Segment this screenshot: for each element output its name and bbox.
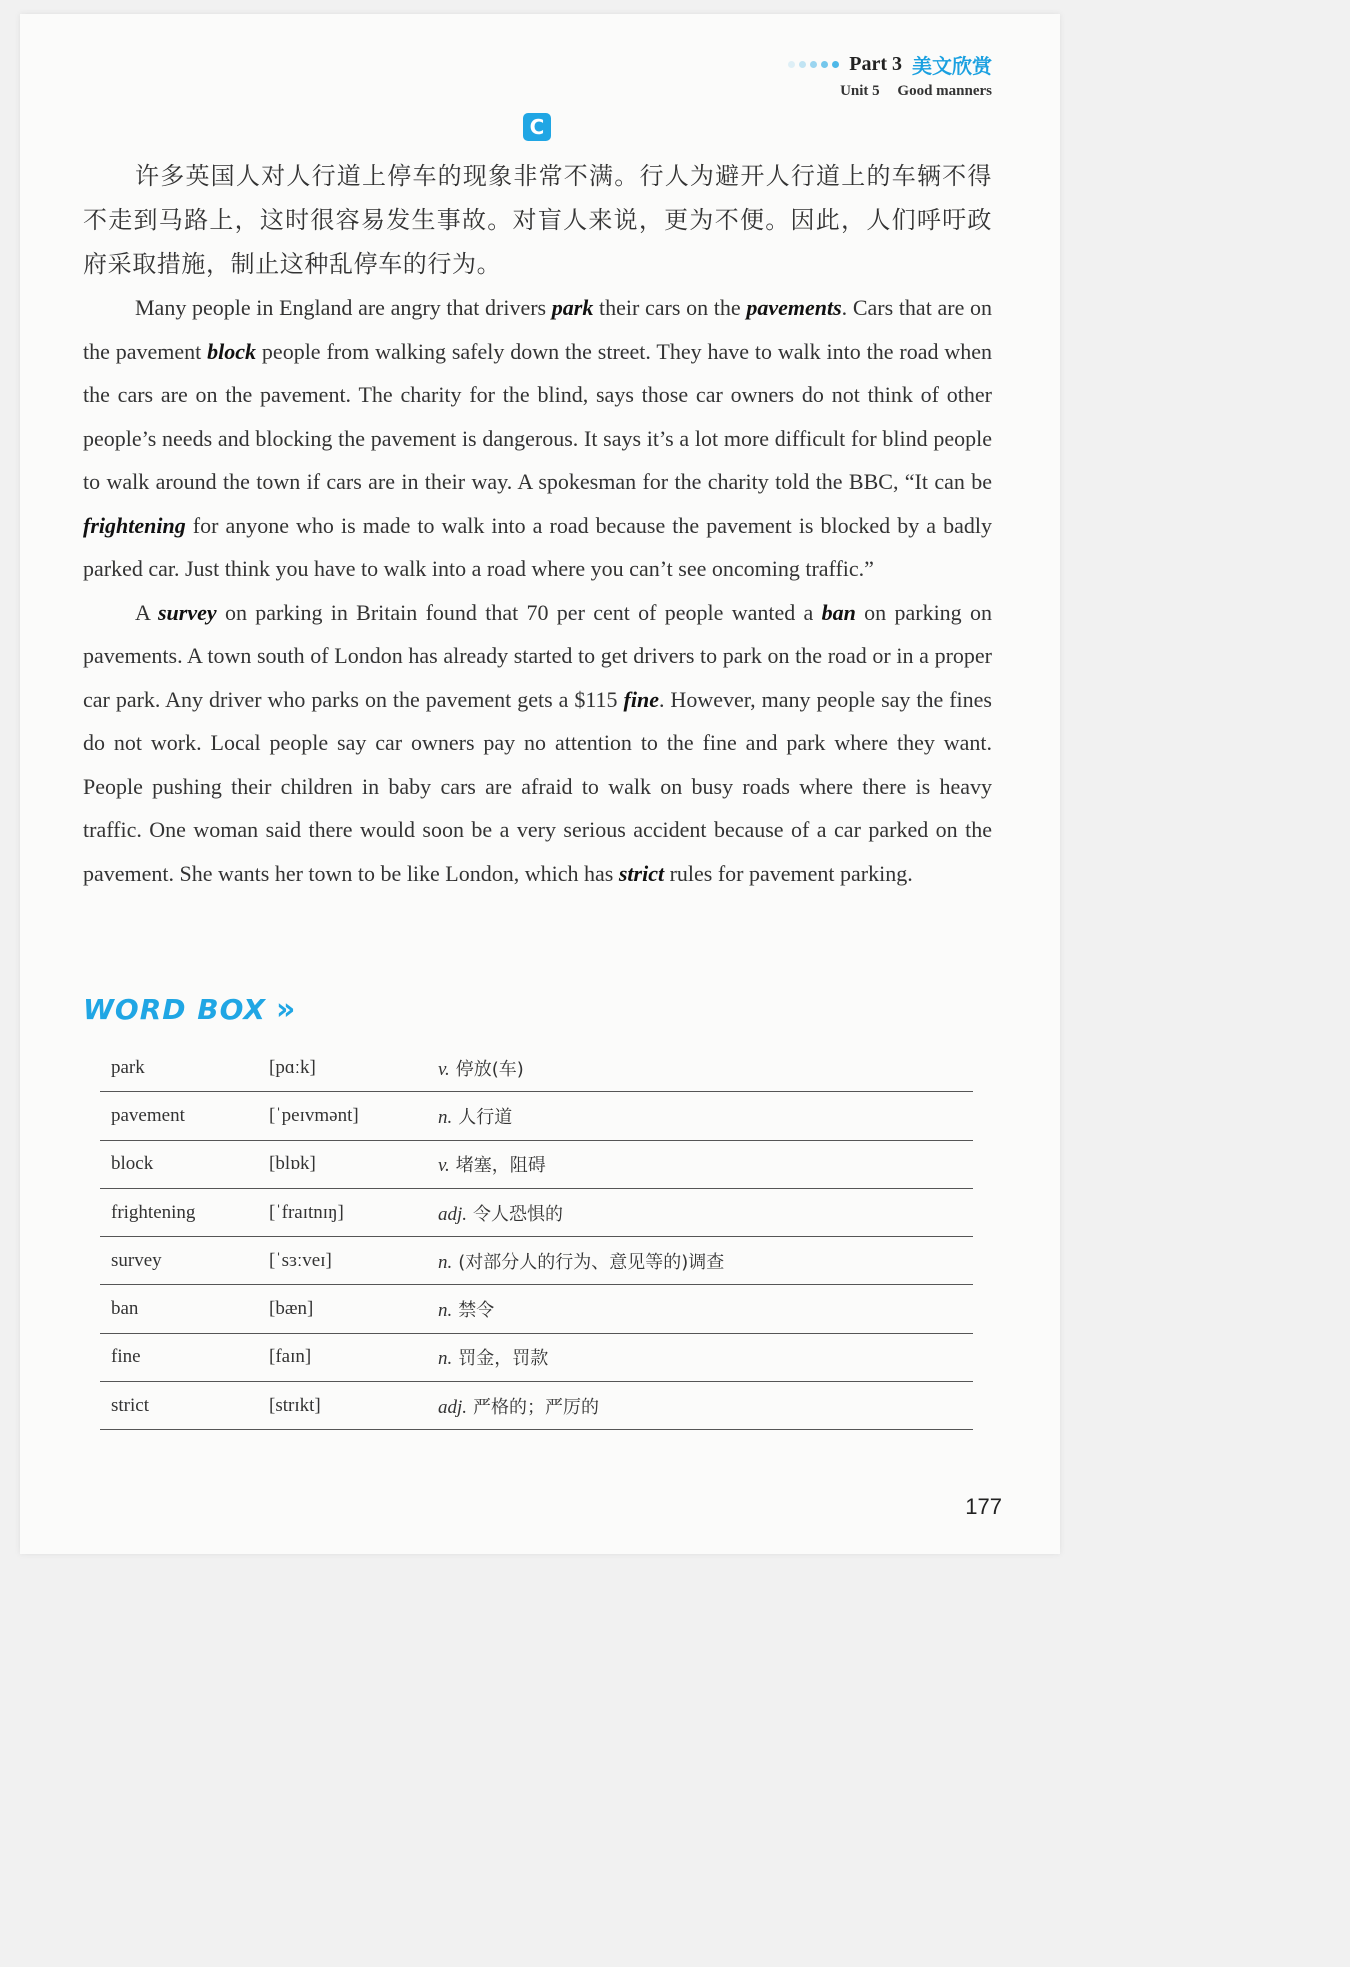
vocab-phonetic: [strɪkt] [269, 1394, 321, 1416]
vocab-word: frightening [111, 1201, 196, 1223]
textbook-page [20, 14, 1060, 1554]
text-run: for anyone who is made to walk into a road because the pavement is blocked by a badly parked car. Just think you have to walk into a road where you can’t see oncoming traffic.” [83, 512, 992, 581]
vocab-meaning: (对部分人的行为、意见等的)调查 [458, 1251, 725, 1273]
part-title-cn: 美文欣赏 [912, 54, 992, 78]
vocab-definition [438, 1200, 973, 1226]
vocab-word: park [111, 1056, 145, 1078]
vocab-phonetic: [pɑːk] [269, 1056, 316, 1078]
chinese-summary-paragraph: 许多英国人对人行道上停车的现象非常不满。行人为避开人行道上的车辆不得不走到马路上，这时很容易发生事故。对盲人来说，更为不便。因此，人们呼吁政府采取措施，制止这种乱停车的行为。 [83, 162, 992, 278]
vocab-phonetic: [blɒk] [269, 1153, 316, 1175]
vocab-definition [438, 1055, 973, 1081]
word-box-title: WORD BOX [83, 993, 266, 1026]
page-number: 177 [965, 1494, 1002, 1519]
vocab-word: fine [111, 1346, 141, 1368]
part-label: Part 3 [849, 53, 902, 75]
part-of-speech: n. [438, 1251, 453, 1273]
vocab-definition [438, 1296, 973, 1322]
vocab-meaning: 严格的；严厉的 [473, 1396, 600, 1418]
vocab-meaning: 令人恐惧的 [473, 1203, 564, 1225]
vocab-phonetic: [ˈpeɪvmənt] [269, 1104, 359, 1126]
vocab-phonetic: [ˈsɜːveɪ] [269, 1249, 332, 1271]
vocab-meaning: 罚金，罚款 [458, 1348, 549, 1370]
vocab-phonetic: [bæn] [269, 1298, 314, 1320]
table-row [100, 1189, 973, 1237]
table-row [100, 1141, 973, 1189]
part-of-speech: n. [438, 1106, 453, 1128]
keyword: park [551, 295, 594, 320]
keyword: survey [157, 599, 217, 625]
text-run: A [135, 599, 158, 625]
vocab-phonetic: [faɪn] [269, 1346, 312, 1368]
keyword: frightening [83, 512, 186, 538]
text-run: on parking in Britain found that 70 per cent of people wanted a [216, 599, 822, 625]
double-chevron-right-icon: » [275, 992, 297, 1027]
vocab-meaning: 停放(车) [455, 1058, 524, 1080]
vocab-word: strict [111, 1394, 149, 1416]
text-run: their cars on the [593, 295, 747, 320]
part-of-speech: n. [438, 1348, 453, 1370]
text-run: people from walking safely down the street. They have to walk into the road when the cars are on the pavement. The charity for the blind, says those car owners do not think of other people’s needs and blocking the pavement is dangerous. It says it’s a lot more difficult for blind people to walk around the town if cars are in their way. A spokesman for the charity told the BBC, “It can be [83, 338, 992, 494]
keyword: ban [821, 599, 856, 625]
article-body [83, 154, 992, 895]
table-row [100, 1044, 973, 1092]
table-row [100, 1092, 973, 1140]
vocab-word: pavement [111, 1104, 185, 1126]
text-run: rules for pavement parking. [664, 860, 913, 886]
text-run: on parking on pavements. A town south of London has already started to get drivers to park on the road or in a proper car park. Any driver who parks on the pavement gets a $115 [83, 599, 992, 712]
keyword: pavements [746, 295, 842, 320]
vocab-word: block [111, 1153, 154, 1175]
text-run: Many people in England are angry that drivers [135, 295, 552, 320]
header-part-line [788, 50, 992, 79]
section-badge: C [523, 113, 551, 141]
vocab-definition [438, 1344, 973, 1370]
english-paragraph-2 [83, 591, 992, 896]
vocab-definition [438, 1151, 973, 1177]
vocab-meaning: 禁令 [458, 1300, 495, 1322]
keyword: strict [618, 860, 665, 886]
vocab-definition [438, 1248, 973, 1274]
table-row [100, 1334, 973, 1382]
decorative-dots-icon [788, 61, 839, 68]
keyword: block [207, 338, 257, 364]
keyword: fine [623, 686, 659, 712]
header-unit-line [788, 83, 992, 100]
english-paragraph-1 [83, 286, 992, 591]
part-of-speech: adj. [438, 1396, 468, 1418]
vocab-meaning: 人行道 [458, 1106, 513, 1128]
vocab-definition [438, 1103, 973, 1129]
vocab-phonetic: [ˈfraɪtnɪŋ] [269, 1201, 344, 1223]
word-box-heading [83, 992, 296, 1027]
page-header [788, 50, 992, 100]
vocab-word: survey [111, 1249, 162, 1271]
part-of-speech: n. [438, 1300, 453, 1322]
word-box-table [100, 1044, 973, 1430]
part-of-speech: v. [438, 1058, 450, 1080]
table-row [100, 1237, 973, 1285]
table-row [100, 1285, 973, 1333]
unit-title: Good manners [897, 83, 992, 99]
vocab-word: ban [111, 1298, 139, 1320]
part-of-speech: adj. [438, 1203, 468, 1225]
unit-label: Unit 5 [840, 83, 880, 99]
text-run: . Cars that are on the pavement [83, 295, 993, 364]
table-row [100, 1382, 973, 1430]
vocab-definition [438, 1393, 973, 1419]
text-run: . However, many people say the fines do not work. Local people say car owners pay no attention to the fine and park where they want. People pushing their children in baby cars are afraid to walk on busy roads where there is heavy traffic. One woman said there would soon be a very serious accident because of a car parked on the pavement. She wants her town to be like London, which has [83, 686, 992, 886]
vocab-meaning: 堵塞，阻碍 [455, 1155, 546, 1177]
part-of-speech: v. [438, 1155, 450, 1177]
